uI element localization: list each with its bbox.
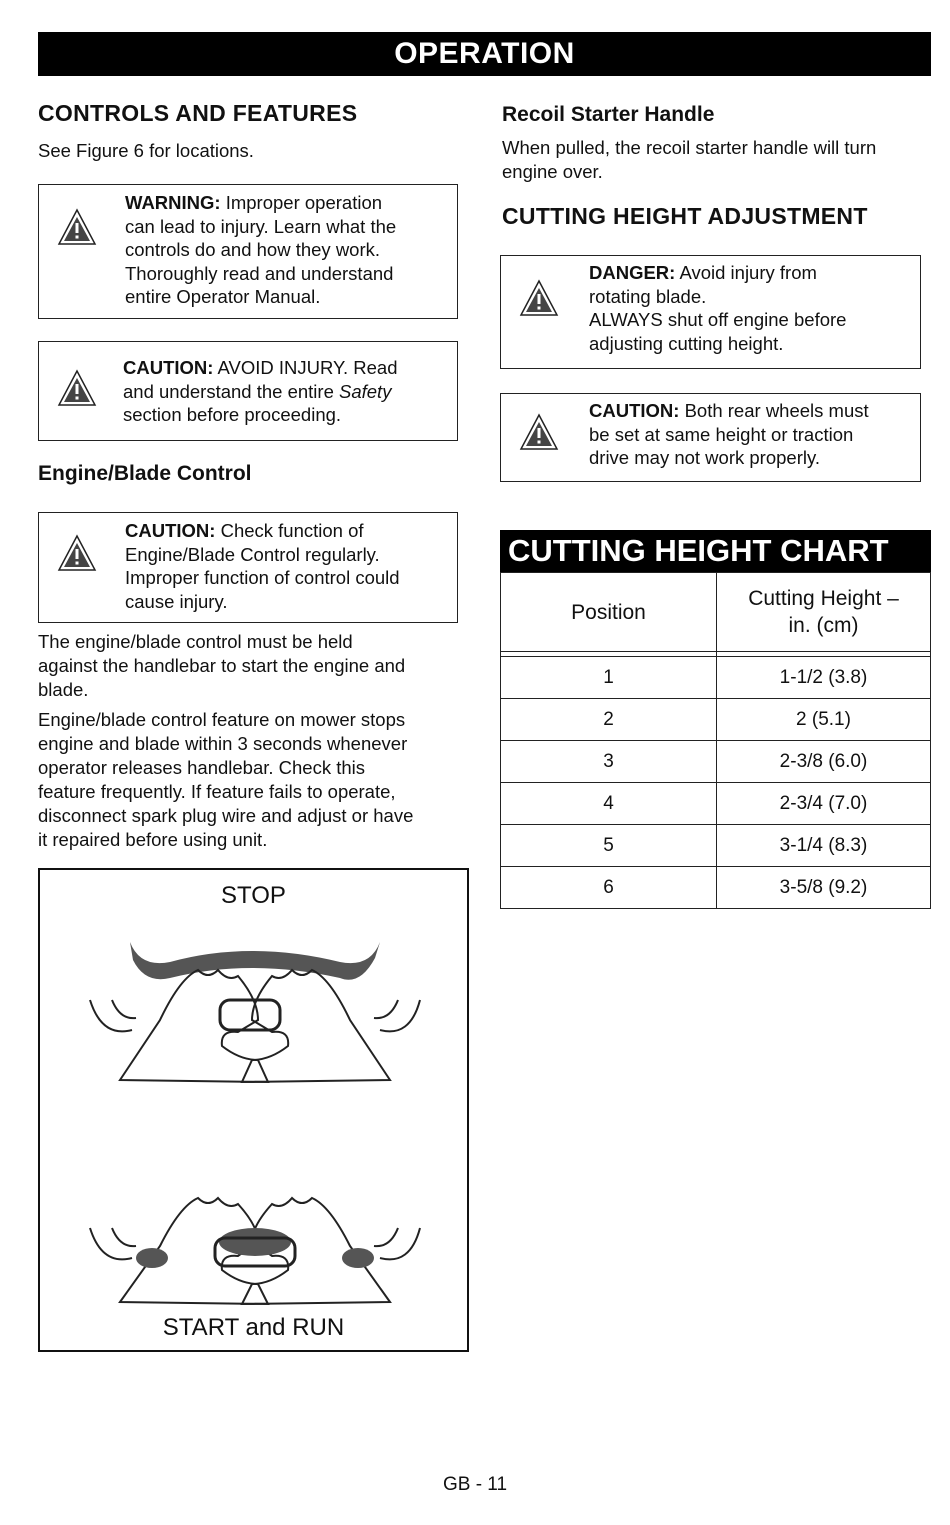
danger-text: DANGER: Avoid injury from rotating blade. ALWAYS shut off engine before adjusting cutting height. [589, 262, 847, 354]
col-height-header: Cutting Height – in. (cm) [717, 573, 931, 652]
paragraph-engine-control: The engine/blade control must be held against the handlebar to start the engine and blade. [38, 631, 406, 700]
table-row: 6 3-5/8 (9.2) [501, 867, 931, 909]
figure-stop-start [38, 868, 469, 1352]
caution-box-engine [38, 512, 458, 623]
table-row: 1 1-1/2 (3.8) [501, 657, 931, 699]
paragraph-engine-stop: Engine/blade control feature on mower stops engine and blade within 3 seconds whenever operator releases handlebar. Check this feature frequently. If feature fails to operate, disconnect spark plug wire and adjust or have it repaired before using unit. [38, 709, 414, 850]
cutting-height-table [500, 572, 931, 909]
caution-text: CAUTION: AVOID INJURY. Read and understand the entire Safety section before proceeding. [123, 357, 398, 425]
warning-icon [519, 278, 559, 318]
caution-box-wheels [500, 393, 921, 482]
table-row: 5 3-1/4 (8.3) [501, 825, 931, 867]
caution-text: CAUTION: Both rear wheels must be set at same height or traction drive may not work properly. [589, 400, 869, 468]
cutting-height-chart [500, 530, 931, 909]
stop-label: STOP [221, 882, 286, 909]
recoil-heading: Recoil Starter Handle [502, 103, 715, 126]
recoil-text: When pulled, the recoil starter handle will turn engine over. [502, 137, 877, 182]
section-banner: OPERATION [38, 32, 931, 76]
start-run-label: START and RUN [162, 1314, 345, 1341]
warning-icon [57, 533, 97, 573]
warning-box [38, 184, 458, 319]
caution-text: CAUTION: Check function of Engine/Blade Control regularly. Improper function of control could cause injury. [125, 520, 400, 612]
table-row: 3 2-3/8 (6.0) [501, 741, 931, 783]
table-row: 4 2-3/4 (7.0) [501, 783, 931, 825]
controls-intro: See Figure 6 for locations. [38, 140, 254, 161]
danger-box [500, 255, 921, 369]
page-number: GB - 11 [442, 1474, 508, 1495]
caution-box-safety [38, 341, 458, 441]
col-position-header: Position [501, 573, 717, 652]
warning-icon [57, 368, 97, 408]
controls-heading: CONTROLS AND FEATURES [38, 100, 358, 126]
chart-title: CUTTING HEIGHT CHART [500, 530, 931, 572]
hands-illustration [40, 870, 467, 1350]
cutting-height-heading: CUTTING HEIGHT ADJUSTMENT [502, 203, 868, 229]
warning-icon [57, 207, 97, 247]
warning-text: WARNING: Improper operation can lead to injury. Learn what the controls do and how they work. Thoroughly read and understand entire Operator Manual. [125, 192, 397, 307]
table-row: 2 2 (5.1) [501, 699, 931, 741]
warning-icon [519, 412, 559, 452]
engine-blade-heading: Engine/Blade Control [38, 462, 252, 485]
